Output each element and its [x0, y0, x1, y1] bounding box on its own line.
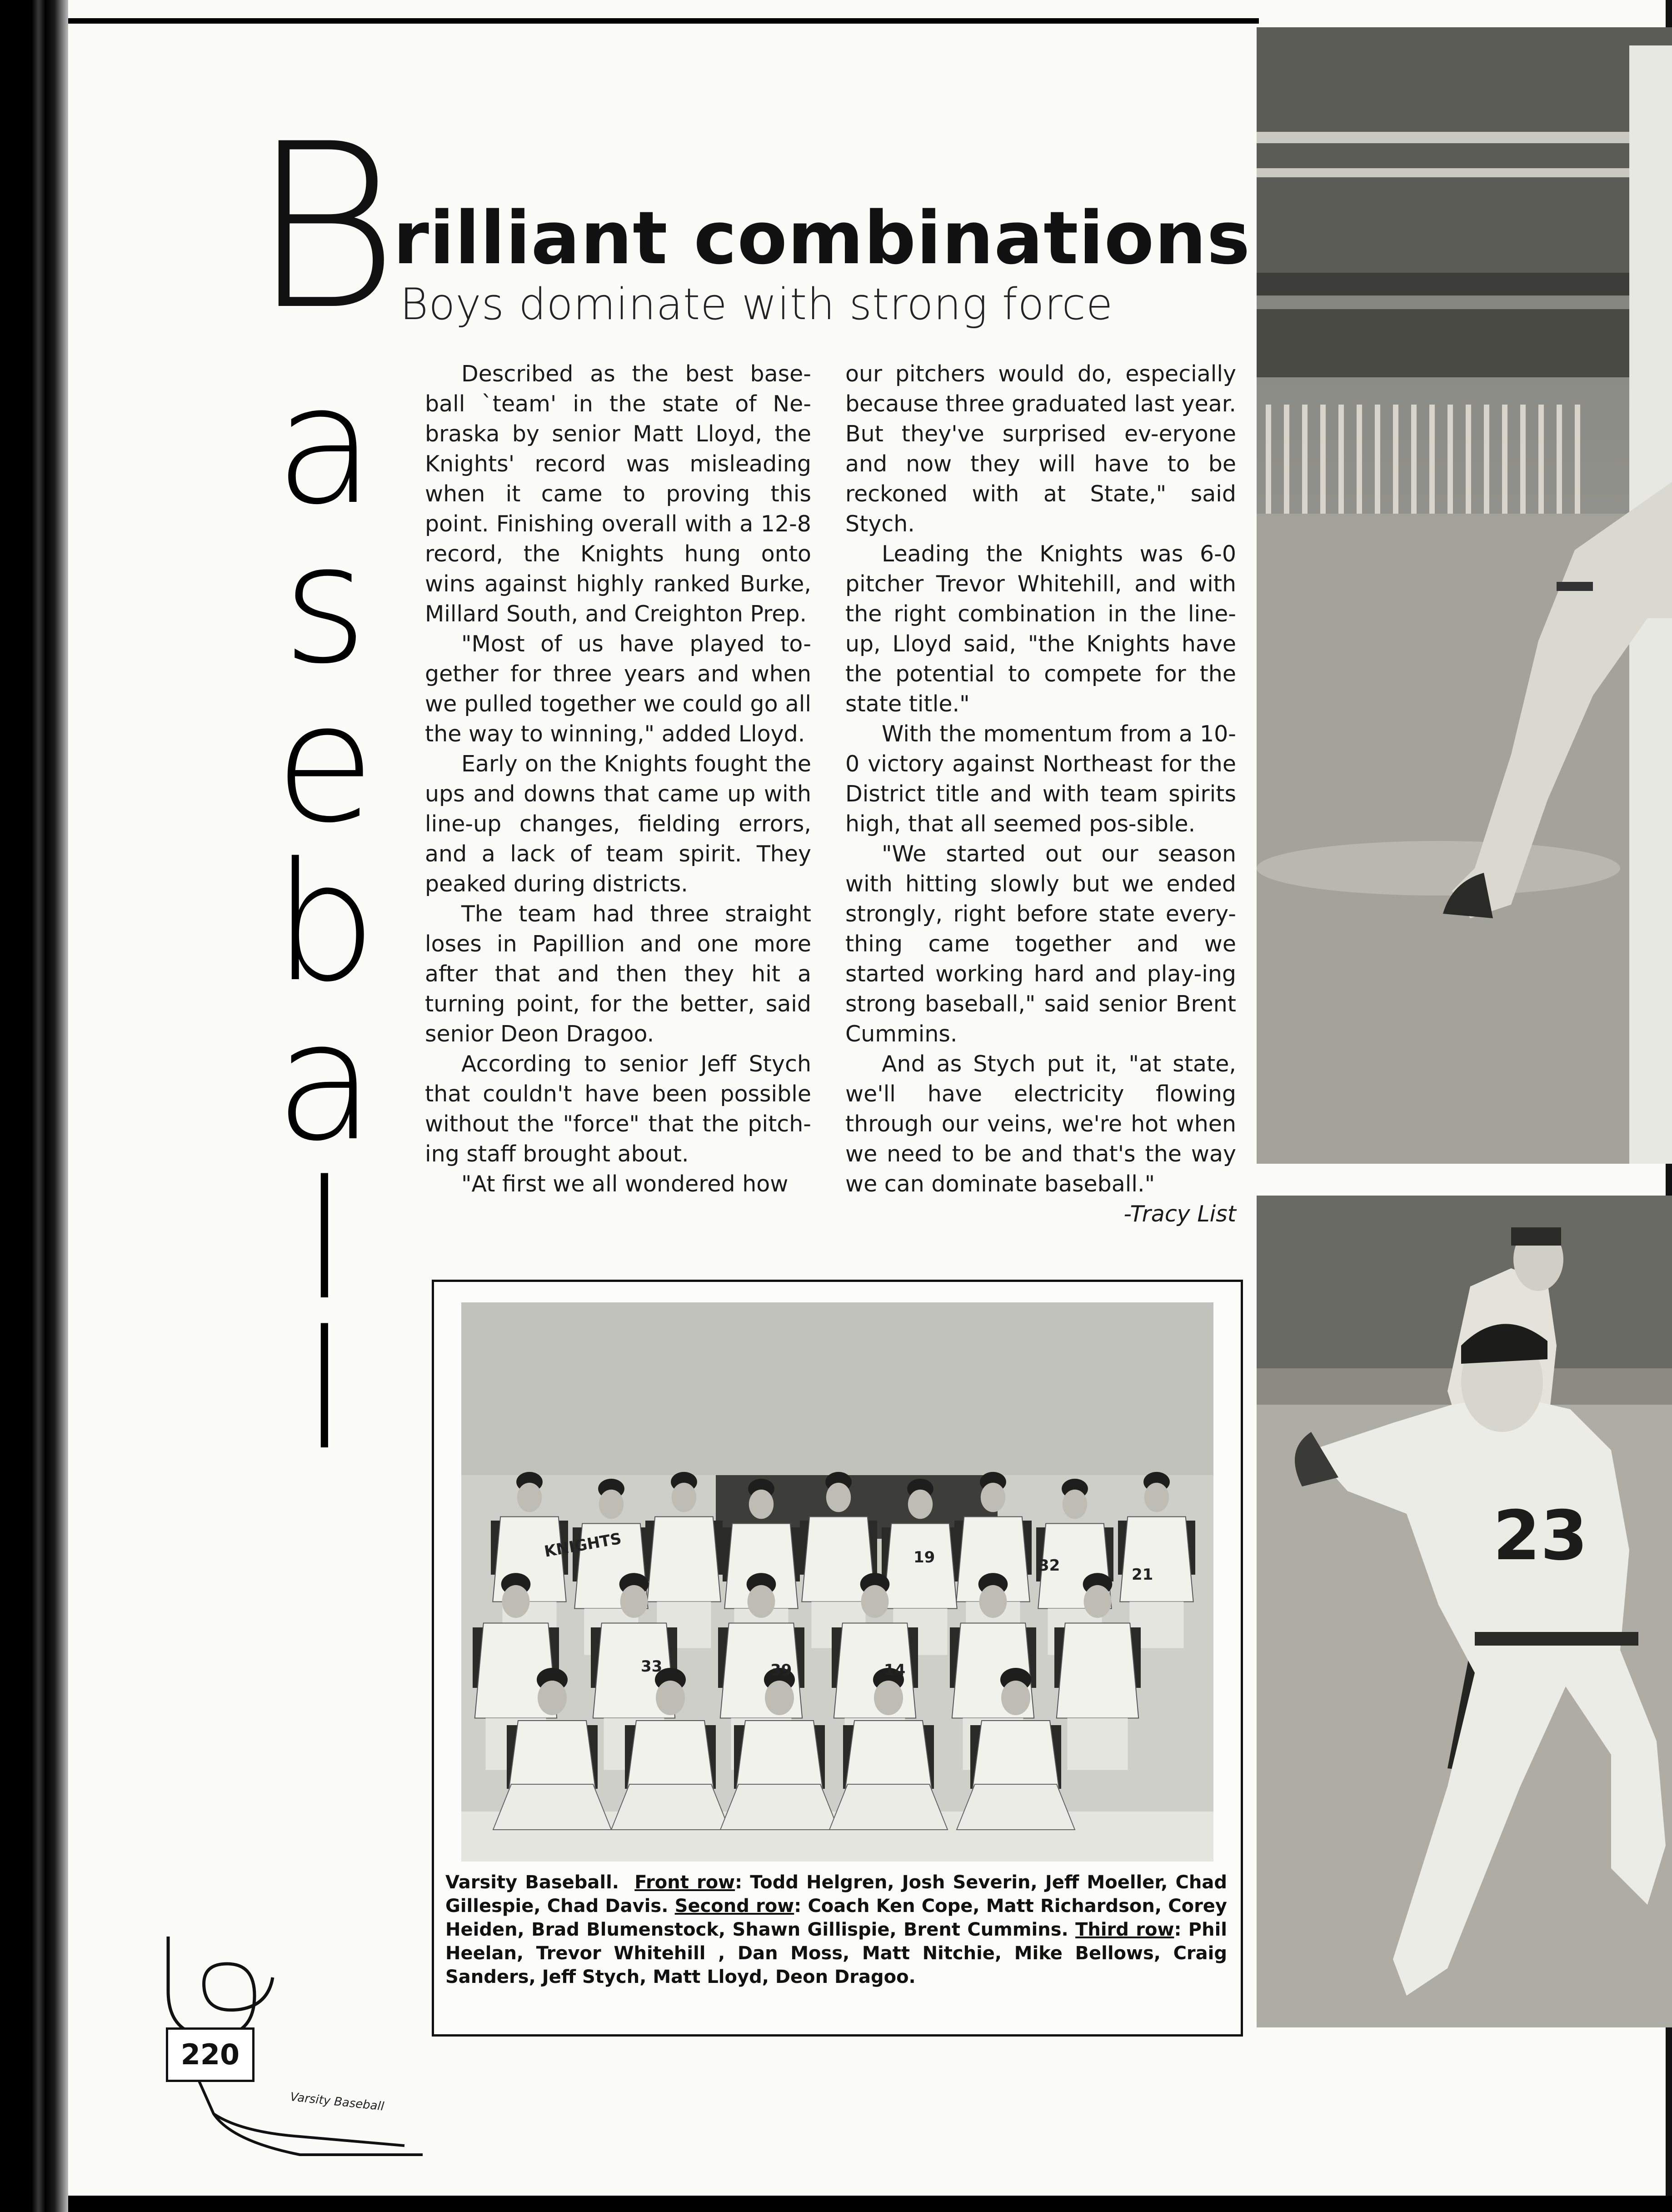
jersey-text: KNIGHTS — [543, 1529, 623, 1561]
vertical-letter: l — [302, 1146, 348, 1336]
caption-names: : Phil Heelan, Trevor Whitehill , Dan Moss, Matt Nitchie, Mike Bellows, Craig Sanders, Jeff Stych, Matt Lloyd, Deon Dragoo. — [445, 1919, 1227, 1987]
article-paragraph: Described as the best base-ball `team' in the state of Ne-braska by senior Matt Lloyd, the Knights' record was misleading when it came to proving this point. Finishing overall with a 12-8 record, the Knights hung onto wins against highly ranked Burke, Millard South, and Creighton Prep. — [425, 361, 811, 627]
vertical-word — [257, 0, 393, 2212]
baserunner-image — [1257, 27, 1672, 1164]
caption-row-label: Front row — [634, 1872, 735, 1893]
page-number: 220 — [166, 2027, 255, 2082]
pitcher-jersey-number: 23 — [1493, 1496, 1588, 1576]
pitcher-image — [1257, 1196, 1672, 2027]
article-paragraph: With the momentum from a 10-0 victory against Northeast for the District title and with team spirits high, that all seemed pos-sible. — [845, 721, 1236, 837]
article-paragraph: "We started out our season with hitting slowly but we ended strongly, right before state every-thing came together and we started working hard and play-ing strong baseball," said senior Brent Cummins. — [845, 841, 1236, 1047]
article-paragraph: And as Stych put it, "at state, we'll have electricity flowing through our veins, we're hot when we need to be and that's the way we can dominate baseball." — [845, 1051, 1236, 1197]
section-label: Varsity Baseball — [289, 2090, 385, 2114]
team-photo — [461, 1302, 1213, 1862]
jersey-number: 33 — [641, 1657, 663, 1676]
top-border — [68, 18, 1259, 24]
caption-title: Varsity Baseball. — [445, 1872, 619, 1893]
article-column-right — [845, 359, 1236, 1229]
team-photo-frame — [432, 1280, 1243, 2037]
caption-row-label: Second row — [674, 1896, 794, 1917]
jersey-number: 32 — [1038, 1556, 1060, 1575]
article-paragraph: our pitchers would do, especially because three graduated last year. But they've surprised ev-eryone and now they will have to be reckoned with at State," said Stych. — [845, 361, 1236, 537]
article-paragraph: "Most of us have played to-gether for three years and when we pulled together we could go all the way to winning," added Lloyd. — [425, 631, 811, 747]
caption-names: : Todd Helgren, Josh Severin, Jeff Moeller, Chad Gillespie, Chad Davis. — [445, 1872, 1227, 1917]
pitcher-photo — [1257, 1196, 1672, 2027]
jersey-number: 21 — [1132, 1566, 1153, 1584]
article-paragraph: Leading the Knights was 6-0 pitcher Trevor Whitehill, and with the right combination in the line-up, Lloyd said, "the Knights have the potential to compete for the state title." — [845, 541, 1236, 717]
byline: -Tracy List — [1123, 1201, 1236, 1227]
vertical-letter: a — [275, 986, 375, 1177]
team-photo-image — [461, 1302, 1213, 1862]
article-paragraph: Early on the Knights fought the ups and downs that came up with line-up changes, fielding errors, and a lack of team spirit. They peaked during districts. — [425, 751, 811, 897]
jersey-number: 14 — [884, 1661, 906, 1679]
article-column-left — [425, 359, 811, 1199]
article-paragraph: The team had three straight loses in Papillion and one more after that and then they hit a turning point, for the better, said senior Deon Dragoo. — [425, 901, 811, 1047]
photo-caption — [445, 1871, 1227, 1989]
vertical-letter: e — [275, 668, 375, 859]
subheadline: Boys dominate with strong force — [400, 280, 1113, 330]
vertical-letter: l — [302, 1296, 348, 1486]
bottom-border — [68, 2196, 1672, 2212]
jersey-number: 19 — [913, 1548, 935, 1566]
vertical-letter: s — [282, 509, 368, 700]
binding-edge — [0, 0, 68, 2212]
vertical-letter: b — [273, 827, 377, 1018]
headline: rilliant combinations — [393, 195, 1251, 280]
vertical-letter: a — [275, 350, 375, 540]
caption-names: : Coach Ken Cope, Matt Richardson, Corey Heiden, Brad Blumenstock, Shawn Gillispie, Brent Cummins. — [445, 1896, 1227, 1940]
article-paragraph: "At first we all wondered how — [461, 1171, 789, 1197]
drop-cap-letter: B — [250, 95, 399, 360]
caption-row-label: Third row — [1075, 1919, 1174, 1940]
jersey-number: 39 — [770, 1661, 792, 1679]
baserunner-photo — [1257, 27, 1672, 1164]
article-paragraph: According to senior Jeff Stych that couldn't have been possible without the "force" that the pitch-ing staff brought about. — [425, 1051, 811, 1167]
